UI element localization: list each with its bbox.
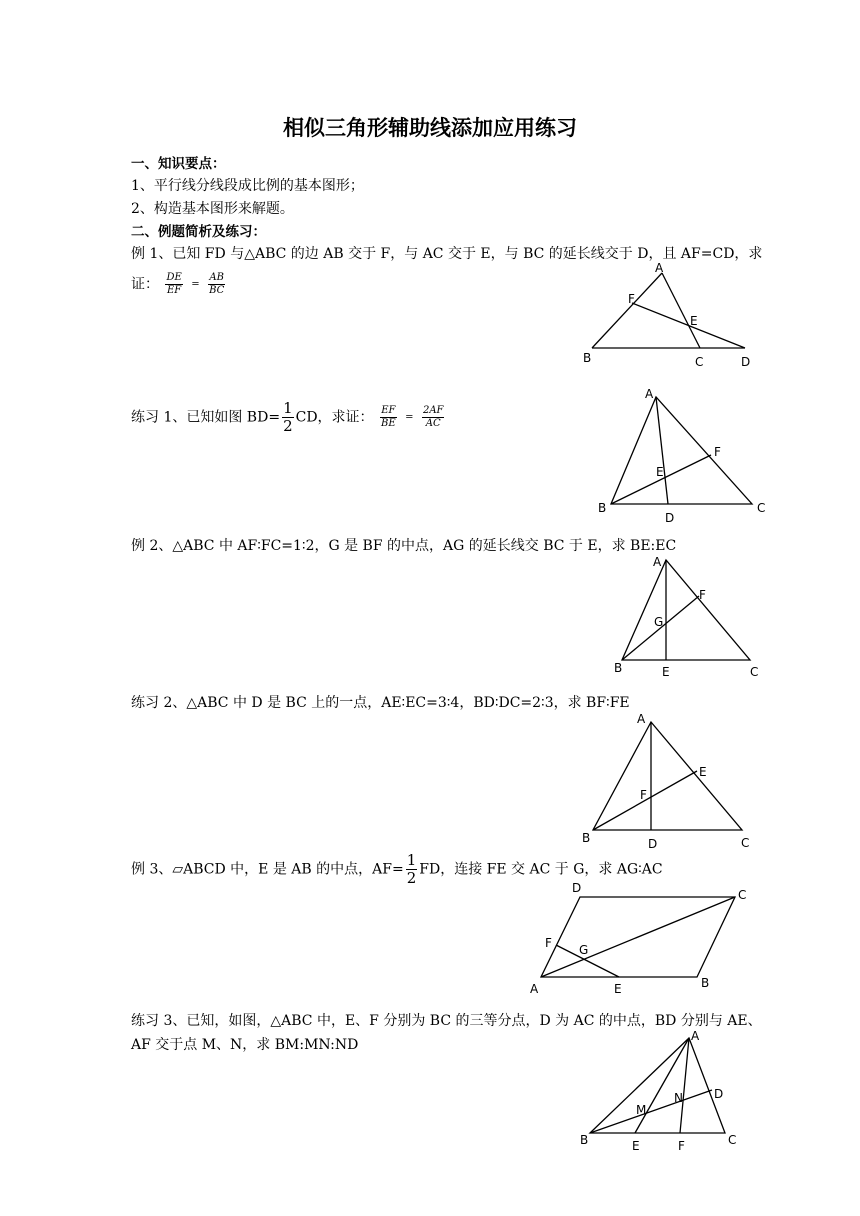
knowledge-item-2: 2、构造基本图形来解题。 (131, 201, 294, 217)
ex2-label-g: G (654, 615, 664, 629)
ex3-label-c: C (738, 888, 747, 902)
ex2p-label-f: F (640, 788, 647, 802)
example3-half: $\frac{1}{2}$ (406, 851, 417, 887)
ex1-label-d: D (741, 355, 751, 369)
ex3p-label-n: N (674, 1091, 683, 1105)
example1-equals: = (191, 279, 200, 290)
ex3p-label-a: A (691, 1029, 700, 1043)
ex2p-label-e: E (699, 765, 707, 779)
exercise1-prefix: 练习 1、已知如图 BD= (131, 409, 281, 426)
example1-fraction-ab-bc: $\frac{AB}{BC}$ (209, 272, 225, 296)
ex1p-label-c: C (757, 501, 766, 515)
example3-prefix: 例 3、▱ABCD 中，E 是 AB 的中点，AF= (131, 861, 404, 878)
ex1-label-e: E (690, 314, 698, 328)
ex2p-label-a: A (637, 712, 646, 726)
example1-fraction-de-ef: $\frac{DE}{EF}$ (166, 272, 182, 296)
example1-line1: 例 1、已知 FD 与△ABC 的边 AB 交于 F，与 AC 交于 E，与 BC 的延长线交于 D，且 AF=CD，求 (131, 246, 763, 262)
ex1p-label-f: F (714, 445, 721, 459)
ex3p-label-c: C (728, 1133, 737, 1147)
ex3-label-d: D (572, 881, 582, 895)
ex3p-label-m: M (636, 1103, 647, 1117)
ex2p-label-c: C (741, 836, 750, 850)
ex3p-segment-bd (590, 1090, 712, 1133)
example2-text: 例 2、△ABC 中 AF∶FC=1∶2，G 是 BF 的中点，AG 的延长线交 BC 于 E，求 BE:EC (131, 538, 677, 554)
ex1p-label-a: A (645, 387, 654, 401)
ex3-label-g: G (579, 943, 589, 957)
section1-heading: 一、知识要点： (131, 156, 226, 172)
ex3-label-f: F (545, 936, 552, 950)
example1-prefix: 证： (131, 276, 159, 293)
section2-heading: 二、例题简析及练习： (131, 224, 266, 240)
ex3p-label-b: B (580, 1133, 589, 1147)
ex2-label-e: E (662, 665, 670, 679)
exercise3-line1: 练习 3、已知，如图，△ABC 中，E、F 分别为 BC 的三等分点，D 为 AC 的中点，BD 分别与 AE、 (131, 1013, 762, 1029)
ex3-label-a: A (530, 982, 539, 996)
ex2-label-f: F (699, 588, 706, 602)
ex3-label-b: B (701, 976, 710, 990)
exercise1-mid: CD，求证： (295, 409, 374, 426)
ex2-label-a: A (653, 555, 662, 569)
ex3-label-e: E (614, 982, 622, 996)
exercise2-text: 练习 2、△ABC 中 D 是 BC 上的一点，AE∶EC=3∶4，BD∶DC=2∶3，求 BF∶FE (131, 695, 630, 711)
ex3p-triangle-abc (590, 1038, 725, 1133)
exercise3-line2: AF 交于点 M、N，求 BM:MN:ND (131, 1037, 359, 1053)
ex1-label-f: F (628, 292, 635, 306)
ex2-label-c: C (750, 665, 759, 679)
ex1-label-b: B (583, 351, 592, 365)
ex1-label-a: A (655, 261, 664, 275)
ex1p-label-d: D (665, 511, 675, 525)
ex1-label-c: C (695, 355, 704, 369)
knowledge-item-1: 1、平行线分线段成比例的基本图形； (131, 178, 364, 194)
exercise1-half: $\frac{1}{2}$ (283, 399, 293, 435)
ex2p-label-d: D (648, 837, 658, 851)
exercise1-fraction-ef-be: $\frac{EF}{BE}$ (381, 405, 396, 429)
ex3p-label-e: E (632, 1139, 640, 1153)
page-title: 相似三角形辅助线添加应用练习 (283, 116, 577, 140)
ex2-label-b: B (614, 661, 623, 675)
ex3p-label-f: F (678, 1139, 685, 1153)
exercise1-equals: = (405, 412, 414, 423)
ex1p-label-b: B (598, 501, 607, 515)
example3-suffix: FD，连接 FE 交 AC 于 G，求 AG∶AC (419, 861, 663, 878)
ex3p-label-d: D (714, 1087, 724, 1101)
ex1p-label-e: E (656, 465, 664, 479)
ex2p-label-b: B (582, 831, 591, 845)
exercise1-fraction-2af-ac: $\frac{2AF}{AC}$ (422, 405, 444, 429)
